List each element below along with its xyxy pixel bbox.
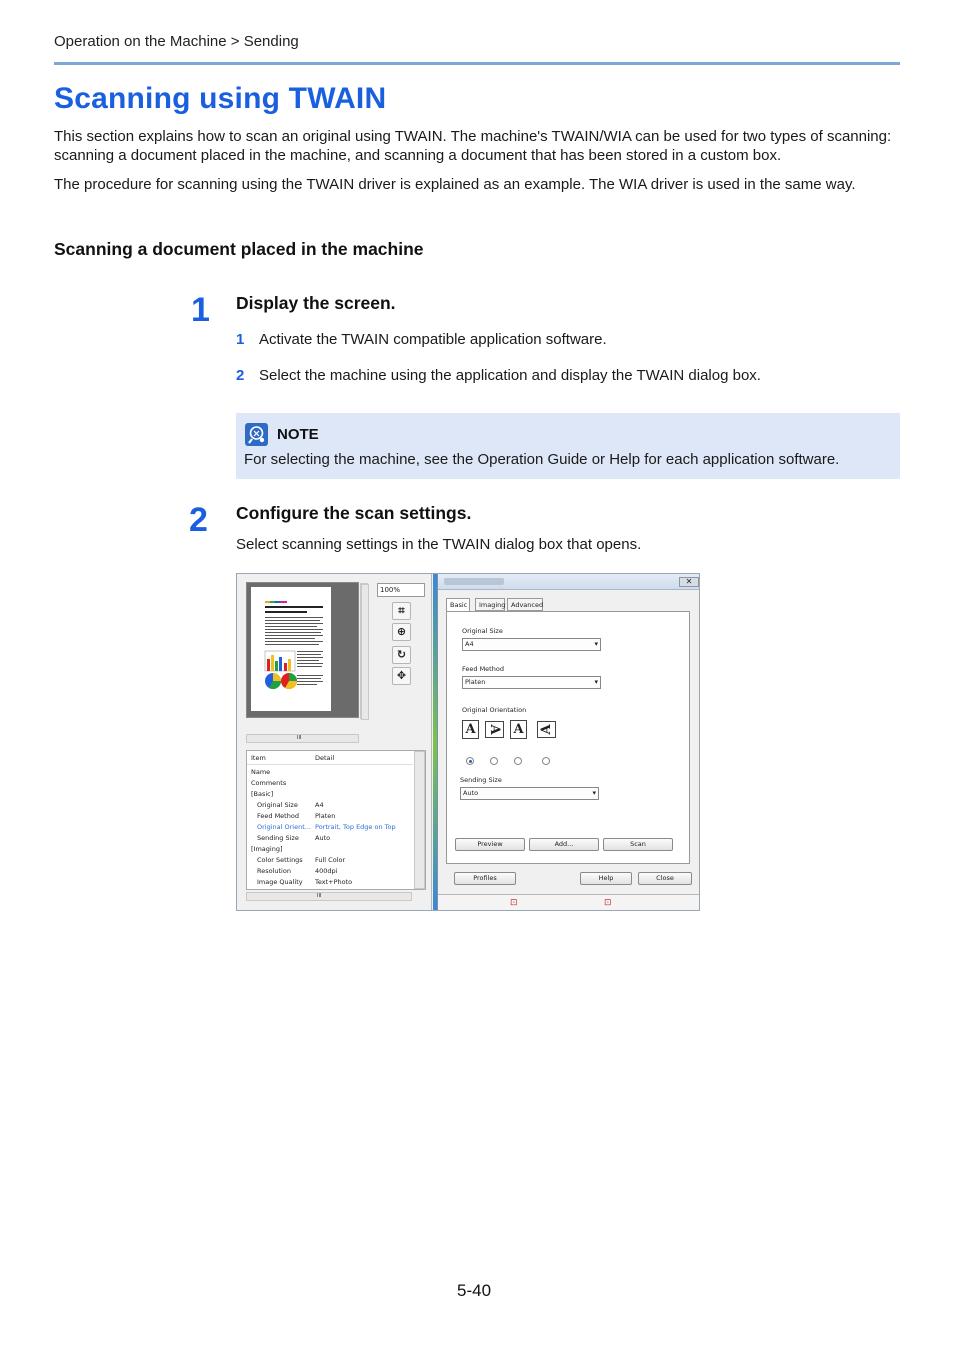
portrait-top-icon[interactable]: A [462, 720, 479, 739]
substep-number: 2 [236, 367, 245, 384]
orientation-radio-3[interactable] [514, 757, 522, 765]
table-header [247, 751, 413, 765]
column-item: Item [251, 754, 266, 762]
row-item: Resolution [257, 867, 291, 875]
rotate-tool-button[interactable]: ↻ [392, 646, 411, 664]
note-text: For selecting the machine, see the Operation Guide or Help for each application software. [244, 451, 840, 468]
preview-page [251, 587, 331, 711]
row-detail: Full Color [315, 856, 346, 864]
note-icon [245, 423, 268, 446]
substep-number: 1 [236, 331, 245, 348]
step-number-1: 1 [191, 291, 210, 329]
close-icon[interactable]: ✕ [679, 577, 699, 587]
settings-summary-table [246, 750, 426, 890]
tab-basic[interactable]: Basic [446, 598, 470, 612]
crop-tool-button[interactable]: ⌗ [392, 602, 411, 620]
feed-method-label: Feed Method [462, 665, 504, 673]
intro-paragraph-1: This section explains how to scan an original using TWAIN. The machine's TWAIN/WIA can be used for two types of scanning: scanning a document placed in the machine, and scanning a document that has been stored in a custom box. [54, 128, 892, 164]
size-status-icon: ⊡ [604, 898, 612, 908]
orientation-radio-2[interactable] [490, 757, 498, 765]
row-item: [Imaging] [251, 845, 283, 853]
substep-2 [236, 367, 761, 384]
help-button[interactable]: Help [580, 872, 632, 885]
substep-text: Activate the TWAIN compatible application software. [259, 331, 607, 348]
orientation-radio-1[interactable] [466, 757, 474, 765]
tab-advanced[interactable]: Advanced [507, 598, 543, 611]
row-item: Color Settings [257, 856, 303, 864]
header-rule [54, 62, 900, 65]
preview-page-thumbnail [251, 587, 331, 711]
original-orientation-label: Original Orientation [462, 706, 527, 714]
preview-horizontal-scrollbar[interactable] [246, 734, 359, 743]
row-item: Comments [251, 779, 287, 787]
note-label: NOTE [277, 426, 319, 443]
step-number-2: 2 [189, 501, 208, 539]
scan-button[interactable]: Scan [603, 838, 673, 851]
zoom-select[interactable]: 100% [377, 583, 425, 597]
row-detail: Auto [315, 834, 331, 842]
landscape-left-icon[interactable]: A [537, 721, 556, 738]
sending-size-select[interactable]: Auto ▾ [460, 787, 599, 800]
scan-preview [246, 582, 359, 718]
close-button[interactable]: Close [638, 872, 692, 885]
sending-size-label: Sending Size [460, 776, 502, 784]
row-detail: Text+Photo [315, 878, 353, 886]
step-title-1: Display the screen. [236, 293, 396, 313]
page-number: 5-40 [457, 1281, 492, 1300]
section-heading: Scanning a document placed in the machine [54, 239, 424, 259]
portrait-left-icon[interactable]: A [485, 721, 504, 738]
row-item: [Basic] [251, 790, 274, 798]
preview-pane [237, 574, 432, 911]
original-size-label: Original Size [462, 627, 503, 635]
dialog-status-bar [438, 894, 700, 911]
add-button[interactable]: Add... [529, 838, 599, 851]
orientation-radio-4[interactable] [542, 757, 550, 765]
dialog-title-blurred [444, 578, 504, 585]
row-item: Name [251, 768, 271, 776]
move-tool-button[interactable]: ✥ [392, 667, 411, 685]
note-box [236, 413, 900, 479]
intro-paragraph-2: The procedure for scanning using the TWAIN driver is explained as an example. The WIA driver is used in the same way. [54, 176, 856, 193]
dialog-titlebar [438, 574, 700, 590]
substep-1 [236, 331, 607, 348]
row-item: Feed Method [257, 812, 299, 820]
table-horizontal-scrollbar[interactable] [246, 892, 412, 901]
table-vertical-scrollbar[interactable] [414, 751, 425, 889]
preview-scrollbar[interactable] [361, 584, 369, 720]
basic-tab-panel [446, 611, 690, 864]
landscape-top-icon[interactable]: A [510, 720, 527, 739]
step-2-description: Select scanning settings in the TWAIN dialog box that opens. [236, 536, 642, 553]
substep-text: Select the machine using the application and display the TWAIN dialog box. [259, 367, 761, 384]
step-title-2: Configure the scan settings. [236, 503, 472, 523]
scroll-grip: III [317, 893, 322, 899]
twain-dialog-screenshot [236, 573, 700, 911]
feed-method-select[interactable]: Platen ▾ [462, 676, 601, 689]
row-item: Original Size [257, 801, 298, 809]
column-detail: Detail [315, 754, 335, 762]
row-detail: Platen [315, 812, 336, 820]
row-item: Sending Size [257, 834, 299, 842]
scroll-grip: III [297, 735, 302, 741]
breadcrumb: Operation on the Machine > Sending [54, 33, 299, 50]
crop-status-icon: ⊡ [510, 898, 518, 908]
original-size-select[interactable]: A4 ▾ [462, 638, 601, 651]
row-detail: 400dpi [315, 867, 338, 875]
zoom-tool-button[interactable]: ⊕ [392, 623, 411, 641]
row-item: Original Orient... [257, 823, 311, 831]
row-detail: Portrait, Top Edge on Top [315, 823, 396, 831]
page-title: Scanning using TWAIN [54, 82, 387, 115]
tab-imaging[interactable]: Imaging [475, 598, 505, 611]
row-item: Image Quality [257, 878, 303, 886]
orientation-icons [462, 720, 562, 742]
row-detail: A4 [315, 801, 324, 809]
twain-dialog [437, 574, 700, 911]
preview-button[interactable]: Preview [455, 838, 525, 851]
profiles-button[interactable]: Profiles [454, 872, 516, 885]
